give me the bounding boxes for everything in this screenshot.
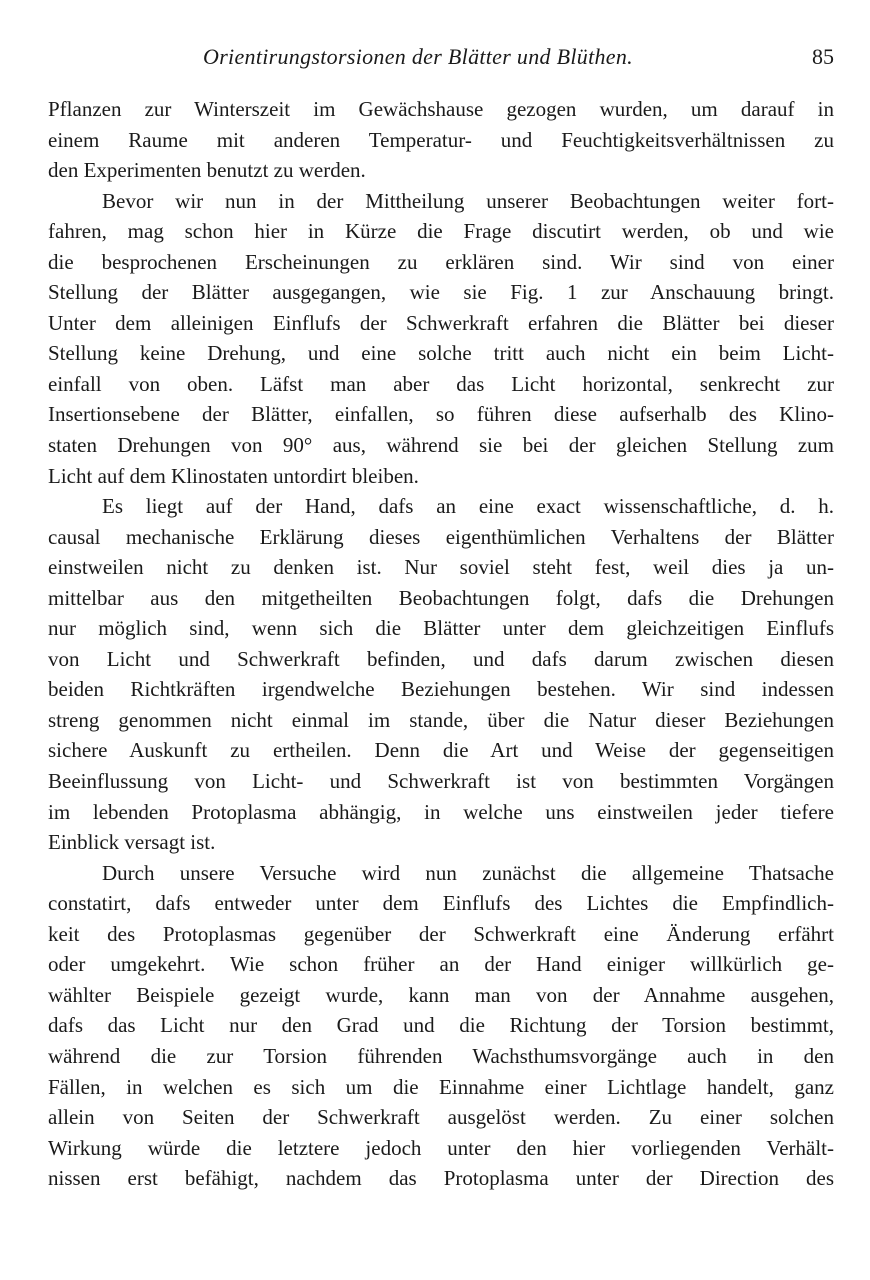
text-line: staten Drehungen von 90° aus, während sie bei der gleichen Stellung zum bbox=[48, 433, 834, 458]
running-head bbox=[48, 44, 834, 78]
body-text bbox=[48, 94, 834, 1194]
text-line: Es liegt auf der Hand, dafs an eine exact wissenschaftliche, d. h. bbox=[102, 494, 834, 519]
text-line: wählter Beispiele gezeigt wurde, kann man von der Annahme ausgehen, bbox=[48, 982, 834, 1007]
text-line: fahren, mag schon hier in Kürze die Frage discutirt werden, ob und wie bbox=[48, 219, 834, 244]
text-line: beiden Richtkräften irgendwelche Beziehungen bestehen. Wir sind indessen bbox=[48, 677, 834, 702]
text-line: nur möglich sind, wenn sich die Blätter unter dem gleichzeitigen Einflufs bbox=[48, 616, 834, 641]
text-line: die besprochenen Erscheinungen zu erklären sind. Wir sind von einer bbox=[48, 249, 834, 274]
text-line: dafs das Licht nur den Grad und die Richtung der Torsion bestimmt, bbox=[48, 1013, 834, 1038]
text-line: Insertionsebene der Blätter, einfallen, so führen diese aufserhalb des Klino- bbox=[48, 402, 834, 427]
text-line: Stellung der Blätter ausgegangen, wie sie Fig. 1 zur Anschauung bringt. bbox=[48, 280, 834, 305]
text-line: Beeinflussung von Licht- und Schwerkraft ist von bestimmten Vorgängen bbox=[48, 769, 834, 794]
text-line: Pflanzen zur Winterszeit im Gewächshause gezogen wurden, um darauf in bbox=[48, 97, 834, 121]
text-line: im lebenden Protoplasma abhängig, in welche uns einstweilen jeder tiefere bbox=[48, 799, 834, 824]
text-line: Bevor wir nun in der Mittheilung unserer Beobachtungen weiter fort- bbox=[102, 188, 834, 213]
text-line: Unter dem alleinigen Einflufs der Schwerkraft erfahren die Blätter bei dieser bbox=[48, 310, 834, 335]
text-line: Licht auf dem Klinostaten untordirt bleiben. bbox=[48, 463, 419, 488]
text-line: einfall von oben. Läfst man aber das Licht horizontal, senkrecht zur bbox=[48, 371, 834, 396]
text-line: während die zur Torsion führenden Wachsthumsvorgänge auch in den bbox=[48, 1043, 834, 1068]
text-line: Durch unsere Versuche wird nun zunächst die allgemeine Thatsache bbox=[102, 860, 834, 885]
text-line: einstweilen nicht zu denken ist. Nur soviel steht fest, weil dies ja un- bbox=[48, 555, 834, 580]
text-line: von Licht und Schwerkraft befinden, und dafs darum zwischen diesen bbox=[48, 646, 834, 671]
text-line: constatirt, dafs entweder unter dem Einflufs des Lichtes die Empfindlich- bbox=[48, 891, 834, 916]
text-line: oder umgekehrt. Wie schon früher an der Hand einiger willkürlich ge- bbox=[48, 952, 834, 977]
text-line: streng genommen nicht einmal im stande, über die Natur dieser Beziehungen bbox=[48, 707, 834, 732]
text-line: nissen erst befähigt, nachdem das Protoplasma unter der Direction des bbox=[48, 1166, 834, 1191]
text-line: einem Raume mit anderen Temperatur- und Feuchtigkeitsverhältnissen zu bbox=[48, 127, 834, 152]
text-line: keit des Protoplasmas gegenüber der Schwerkraft eine Änderung erfährt bbox=[48, 921, 834, 946]
text-line: mittelbar aus den mitgetheilten Beobachtungen folgt, dafs die Drehungen bbox=[48, 585, 834, 610]
text-line: Wirkung würde die letztere jedoch unter den hier vorliegenden Verhält- bbox=[48, 1135, 834, 1160]
text-line: den Experimenten benutzt zu werden. bbox=[48, 158, 366, 183]
text-line: sichere Auskunft zu ertheilen. Denn die Art und Weise der gegenseitigen bbox=[48, 738, 834, 763]
running-title: Orientirungstorsionen der Blätter und Blüthen. bbox=[203, 44, 633, 69]
text-line: Stellung keine Drehung, und eine solche tritt auch nicht ein beim Licht- bbox=[48, 341, 834, 366]
text-line: Fällen, in welchen es sich um die Einnahme einer Lichtlage handelt, ganz bbox=[48, 1074, 834, 1099]
text-line: allein von Seiten der Schwerkraft ausgelöst werden. Zu einer solchen bbox=[48, 1105, 834, 1130]
text-line: causal mechanische Erklärung dieses eigenthümlichen Verhaltens der Blätter bbox=[48, 524, 834, 549]
page-number: 85 bbox=[812, 44, 834, 69]
text-line: Einblick versagt ist. bbox=[48, 830, 216, 855]
